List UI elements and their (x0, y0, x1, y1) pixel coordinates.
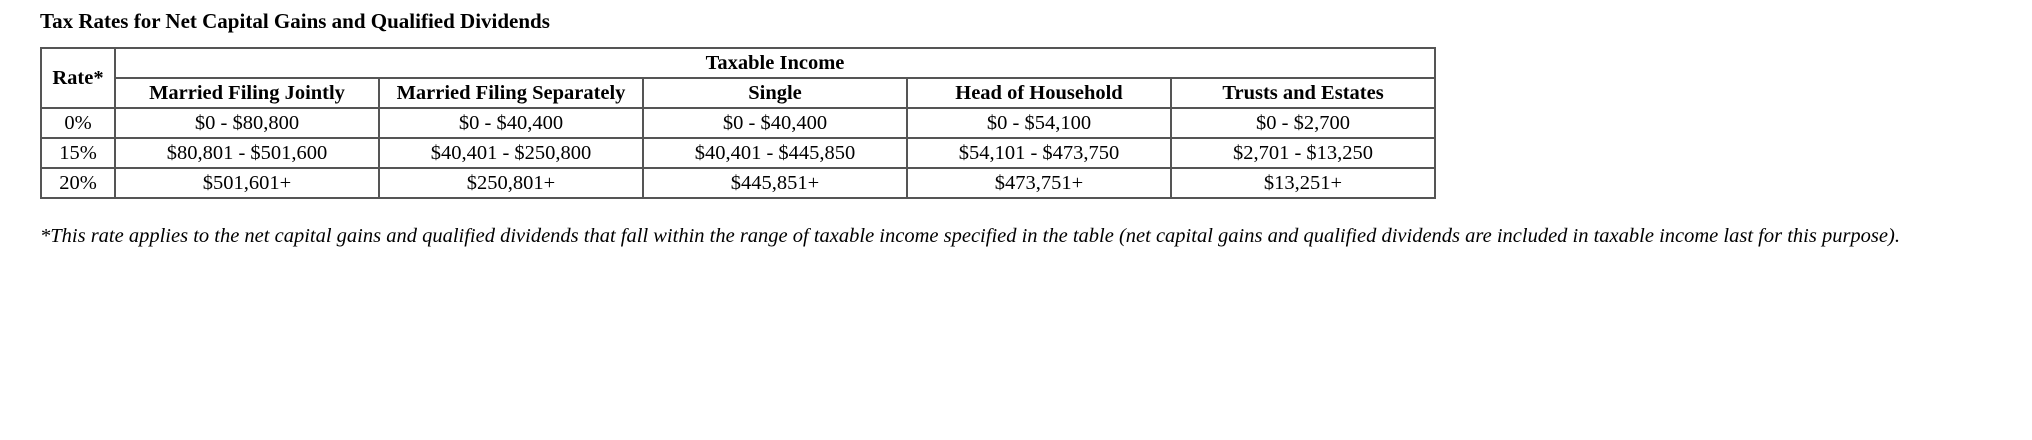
table-header-row (41, 78, 1435, 108)
rate-cell: 20% (41, 168, 115, 198)
column-header-married-filing-jointly: Married Filing Jointly (115, 78, 379, 108)
table-row (41, 168, 1435, 198)
table-cell: $0 - $2,700 (1171, 108, 1435, 138)
rate-cell: 0% (41, 108, 115, 138)
table-cell: $2,701 - $13,250 (1171, 138, 1435, 168)
table-cell: $0 - $80,800 (115, 108, 379, 138)
taxable-income-group-header: Taxable Income (115, 48, 1435, 78)
table-cell: $0 - $54,100 (907, 108, 1171, 138)
footnote: *This rate applies to the net capital gains and qualified dividends that fall within the range of taxable income specified in the table (net capital gains and qualified dividends are included in taxable income last for this purpose). (40, 225, 1900, 247)
table-cell: $501,601+ (115, 168, 379, 198)
table-cell: $445,851+ (643, 168, 907, 198)
column-header-married-filing-separately: Married Filing Separately (379, 78, 643, 108)
rate-cell: 15% (41, 138, 115, 168)
column-header-single: Single (643, 78, 907, 108)
rate-column-header: Rate* (41, 48, 115, 108)
column-header-trusts-and-estates: Trusts and Estates (1171, 78, 1435, 108)
column-header-head-of-household: Head of Household (907, 78, 1171, 108)
table-cell: $0 - $40,400 (379, 108, 643, 138)
table-cell: $40,401 - $445,850 (643, 138, 907, 168)
table-cell: $473,751+ (907, 168, 1171, 198)
table-cell: $54,101 - $473,750 (907, 138, 1171, 168)
table-cell: $40,401 - $250,800 (379, 138, 643, 168)
table-header-row-group (41, 48, 1435, 78)
page-title: Tax Rates for Net Capital Gains and Qualified Dividends (40, 9, 550, 33)
table-row (41, 138, 1435, 168)
tax-rates-table (40, 47, 1436, 199)
table-cell: $13,251+ (1171, 168, 1435, 198)
table-cell: $0 - $40,400 (643, 108, 907, 138)
table-cell: $250,801+ (379, 168, 643, 198)
table-row (41, 108, 1435, 138)
table-cell: $80,801 - $501,600 (115, 138, 379, 168)
